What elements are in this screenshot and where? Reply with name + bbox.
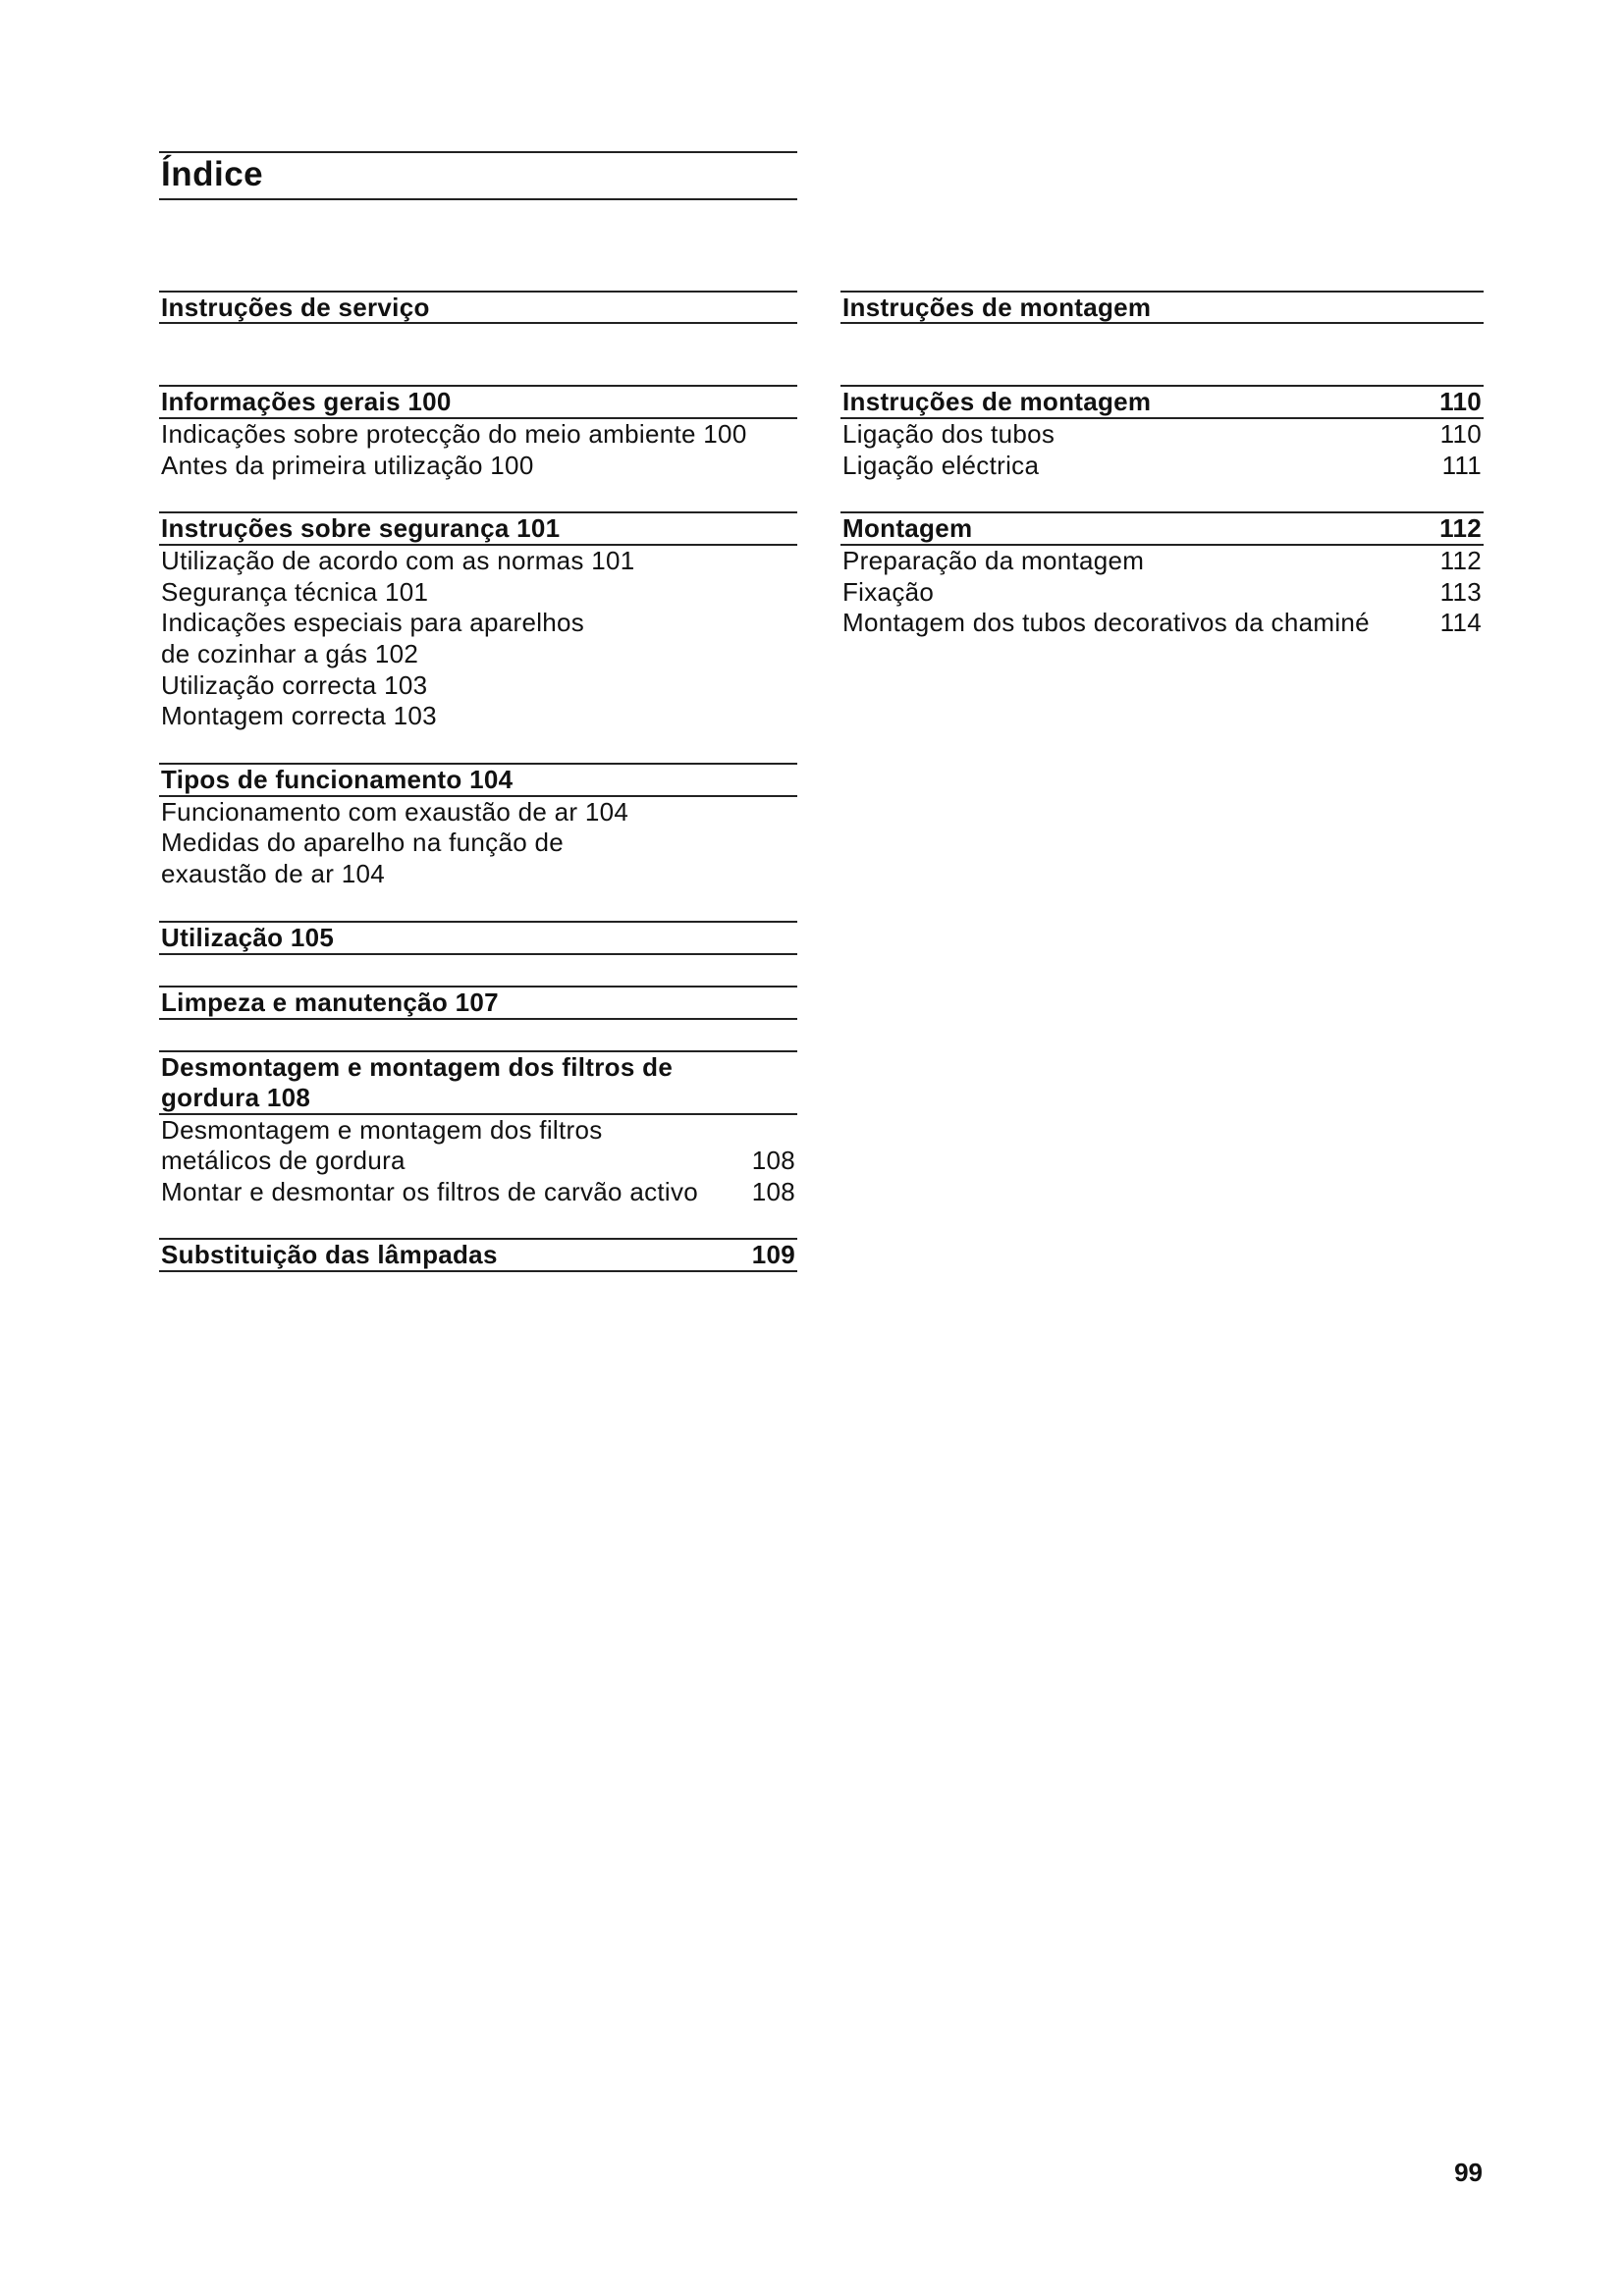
toc-entry[interactable] <box>161 577 795 609</box>
toc-entry[interactable] <box>161 608 795 669</box>
toc-entry[interactable] <box>161 1115 795 1177</box>
toc-section-title: Tipos de funcionamento 104 <box>161 764 514 794</box>
toc-entry-text: Fixação <box>842 576 935 607</box>
toc-sections-left <box>159 385 797 1272</box>
page-number: 99 <box>1454 2158 1483 2187</box>
toc-entry-text: Preparação da montagem <box>842 546 1145 576</box>
toc-section-title: Instruções sobre segurança 101 <box>161 513 561 544</box>
column-heading-operating: Instruções de serviço <box>159 291 797 324</box>
page-title-block <box>159 151 797 200</box>
toc-entry-text: Segurança técnica 101 <box>161 576 429 607</box>
toc-entry[interactable] <box>842 608 1482 639</box>
toc-section-heading[interactable] <box>159 385 797 419</box>
toc-entry-page: 114 <box>1439 608 1482 638</box>
toc-section-heading[interactable] <box>159 1050 797 1115</box>
toc-entry-list <box>159 797 797 890</box>
toc-entry-text: Medidas do aparelho na função de exaustão de ar 104 <box>161 828 565 888</box>
toc-entry-page: 112 <box>1439 546 1482 576</box>
toc-entry-text: Indicações sobre protecção do meio ambiente 100 <box>161 419 747 449</box>
toc-entry-text: Antes da primeira utilização 100 <box>161 450 534 480</box>
toc-entry[interactable] <box>842 419 1482 451</box>
toc-entry-text: Montar e desmontar os filtros de carvão activo <box>161 1176 699 1206</box>
toc-section <box>159 986 797 1020</box>
toc-entry[interactable] <box>161 1177 795 1208</box>
toc-entry-page: 108 <box>751 1146 795 1176</box>
toc-section <box>840 385 1484 481</box>
toc-entry-text: Ligação eléctrica <box>842 450 1040 480</box>
toc-entry[interactable] <box>842 451 1482 482</box>
toc-entry-text: Montagem correcta 103 <box>161 701 437 731</box>
toc-entry[interactable] <box>161 546 795 577</box>
toc-section-heading[interactable] <box>159 986 797 1020</box>
toc-entry-text: Montagem dos tubos decorativos da chaminé <box>842 608 1370 638</box>
toc-entry-text: Desmontagem e montagem dos filtros metálicos de gordura <box>161 1114 603 1176</box>
toc-section-title: Instruções de montagem <box>842 387 1152 416</box>
toc-entry-page: 108 <box>751 1176 795 1206</box>
toc-section-title: Montagem <box>842 513 973 544</box>
toc-section-heading[interactable] <box>159 511 797 546</box>
toc-entry[interactable] <box>161 419 795 451</box>
toc-section-title: Utilização 105 <box>161 922 335 952</box>
toc-entry-text: Indicações especiais para aparelhos de cozinhar a gás 102 <box>161 608 585 668</box>
toc-section <box>159 385 797 481</box>
toc-entry-text: Utilização correcta 103 <box>161 669 428 700</box>
toc-entry-text: Funcionamento com exaustão de ar 104 <box>161 796 629 827</box>
toc-section <box>159 1238 797 1272</box>
toc-section <box>159 763 797 890</box>
toc-section-title: Desmontagem e montagem dos filtros de gordura 108 <box>161 1051 674 1112</box>
toc-sections-right <box>840 385 1484 639</box>
toc-entry[interactable] <box>161 828 795 889</box>
toc-entry[interactable] <box>161 797 795 828</box>
column-heading-installation: Instruções de montagem <box>840 291 1484 324</box>
toc-section-page: 112 <box>1439 513 1482 544</box>
toc-entry-list <box>159 419 797 481</box>
toc-section <box>840 511 1484 639</box>
toc-entry-list <box>840 546 1484 639</box>
toc-section-title: Informações gerais 100 <box>161 387 452 416</box>
toc-entry[interactable] <box>161 451 795 482</box>
toc-entry[interactable] <box>161 670 795 702</box>
toc-entry-text: Utilização de acordo com as normas 101 <box>161 546 635 576</box>
toc-entry[interactable] <box>842 577 1482 609</box>
toc-section <box>159 511 797 732</box>
toc-entry-list <box>840 419 1484 481</box>
toc-section-heading[interactable] <box>159 921 797 955</box>
toc-entry-page: 113 <box>1439 576 1482 607</box>
toc-entry-list <box>159 546 797 732</box>
toc-entry-page: 111 <box>1441 450 1482 480</box>
toc-section-heading[interactable] <box>159 1238 797 1272</box>
toc-section-page: 109 <box>751 1240 795 1270</box>
toc-entry-text: Ligação dos tubos <box>842 419 1056 449</box>
page-title: Índice <box>161 155 264 193</box>
toc-section <box>159 1050 797 1208</box>
toc-section-page: 110 <box>1439 387 1482 416</box>
toc-entry-list <box>159 1115 797 1208</box>
toc-section-heading[interactable] <box>840 385 1484 419</box>
toc-entry[interactable] <box>161 701 795 732</box>
toc-entry[interactable] <box>842 546 1482 577</box>
installation-instructions-column <box>840 291 1484 639</box>
toc-section-heading[interactable] <box>159 763 797 797</box>
toc-section <box>159 921 797 955</box>
toc-section-heading[interactable] <box>840 511 1484 546</box>
operating-instructions-column <box>159 291 797 1272</box>
toc-section-title: Limpeza e manutenção 107 <box>161 987 499 1017</box>
toc-section-title: Substituição das lâmpadas <box>161 1240 498 1270</box>
toc-entry-page: 110 <box>1439 419 1482 449</box>
